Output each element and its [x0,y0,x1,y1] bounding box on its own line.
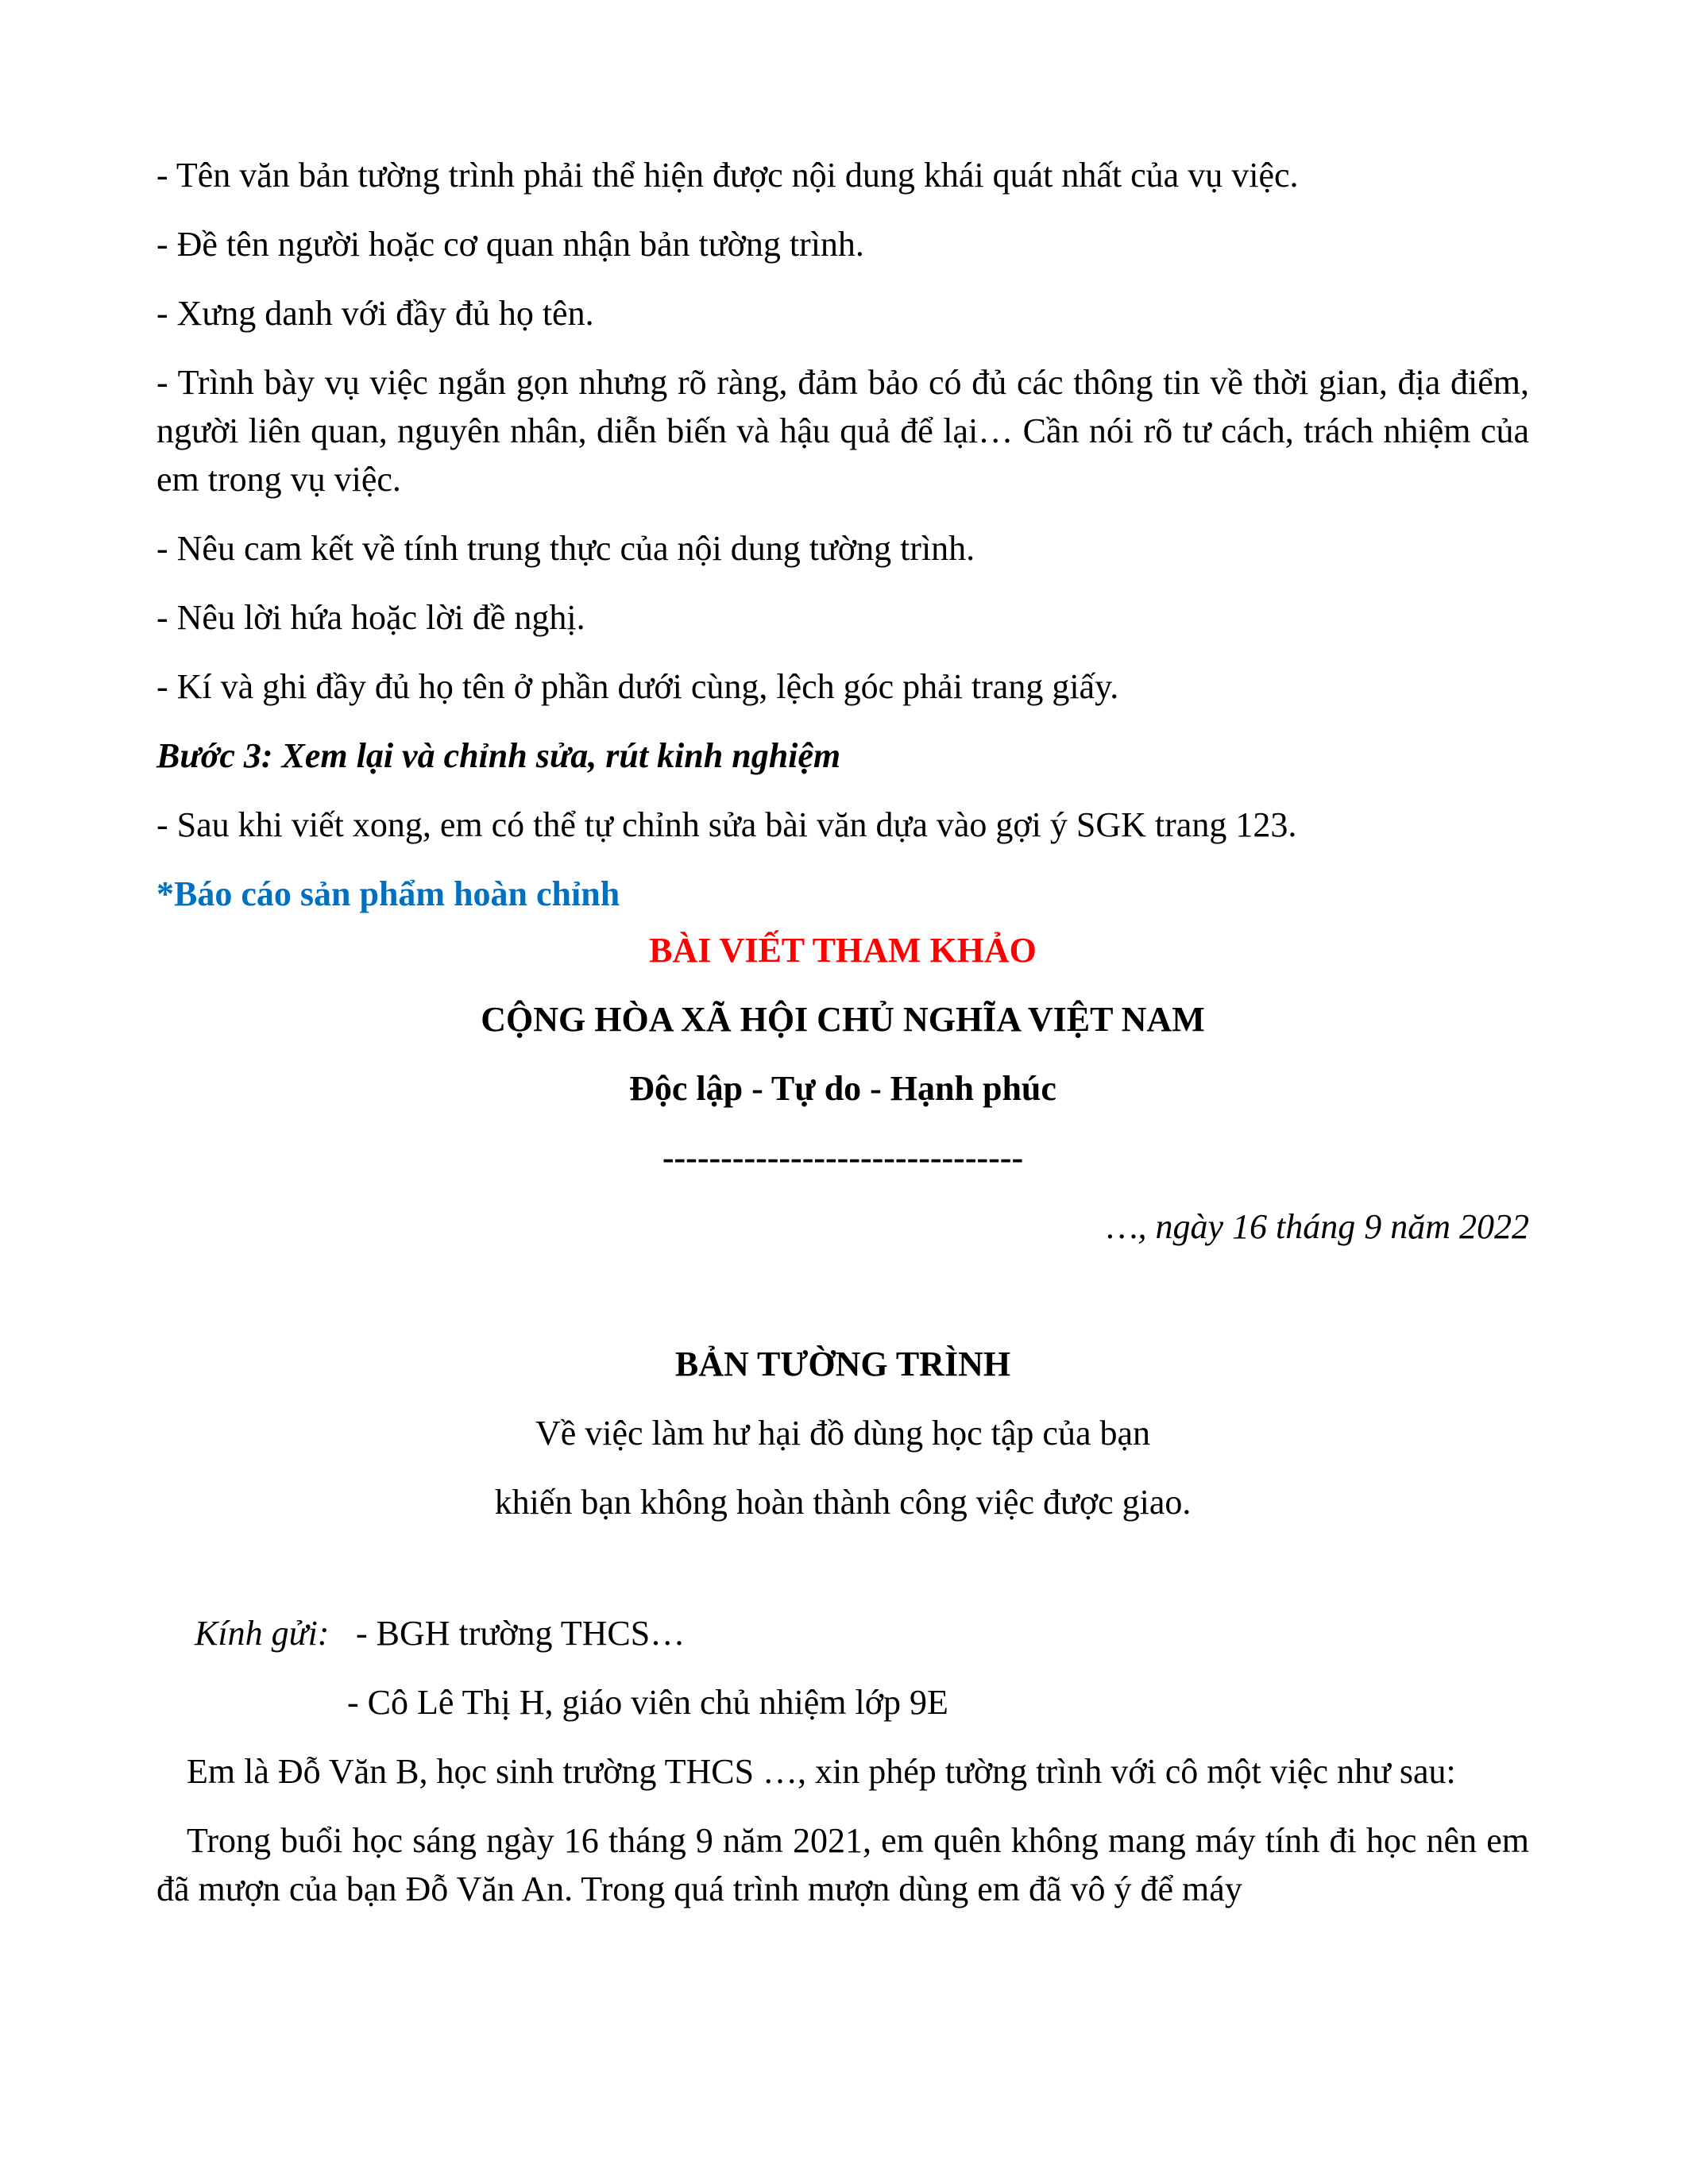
recipient-item: - BGH trường THCS… [356,1614,686,1653]
instruction-item: - Kí và ghi đầy đủ họ tên ở phần dưới cùng, lệch góc phải trang giấy. [156,667,1119,706]
motto-divider: ------------------------------- [662,1138,1024,1177]
step3-heading: Bước 3: Xem lại và chỉnh sửa, rút kinh nghiệm [156,736,841,775]
report-heading: *Báo cáo sản phẩm hoàn chỉnh [156,874,620,913]
document-title: BẢN TƯỜNG TRÌNH [674,1345,1011,1383]
recipient-row [156,1678,1529,1727]
recipient-row [156,1609,1529,1657]
instruction-item: - Xưng danh với đầy đủ họ tên. [156,294,594,333]
spacer [156,1547,1529,1609]
document-page [156,151,1529,1934]
sample-label: BÀI VIẾT THAM KHẢO [649,931,1037,970]
nation-motto: Độc lập - Tự do - Hạnh phúc [629,1069,1056,1108]
body-paragraph: Trong buổi học sáng ngày 16 tháng 9 năm 2021, em quên không mang máy tính đi học nên em đã mượn của bạn Đỗ Văn An. Trong quá trình mượn dùng em đã vô ý để máy [156,1821,1529,1908]
document-subtitle: khiến bạn không hoàn thành công việc được giao. [494,1483,1192,1522]
recipient-indent [156,1678,347,1727]
instruction-item: - Nêu cam kết về tính trung thực của nội dung tường trình. [156,529,975,568]
recipient-label: Kính gửi: [195,1614,330,1653]
instruction-item: - Tên văn bản tường trình phải thể hiện được nội dung khái quát nhất của vụ việc. [156,156,1299,195]
nation-title: CỘNG HÒA XÃ HỘI CHỦ NGHĨA VIỆT NAM [481,1000,1205,1039]
document-date: …, ngày 16 tháng 9 năm 2022 [1107,1207,1529,1246]
instruction-item: - Trình bày vụ việc ngắn gọn nhưng rõ ràng, đảm bảo có đủ các thông tin về thời gian, địa điểm, người liên quan, nguyên nhân, diễn biến và hậu quả để lại… Cần nói rõ tư cách, trách nhiệm của em trong vụ việc. [156,363,1529,499]
step3-text: - Sau khi viết xong, em có thể tự chỉnh sửa bài văn dựa vào gợi ý SGK trang 123. [156,805,1297,844]
document-subtitle: Về việc làm hư hại đồ dùng học tập của bạn [535,1414,1151,1453]
instruction-item: - Đề tên người hoặc cơ quan nhận bản tường trình. [156,225,864,264]
spacer [156,1271,1529,1340]
instruction-item: - Nêu lời hứa hoặc lời đề nghị. [156,598,585,637]
recipient-item: - Cô Lê Thị H, giáo viên chủ nhiệm lớp 9E [347,1683,948,1722]
body-paragraph: Em là Đỗ Văn B, học sinh trường THCS …, xin phép tường trình với cô một việc như sau: [187,1752,1456,1791]
